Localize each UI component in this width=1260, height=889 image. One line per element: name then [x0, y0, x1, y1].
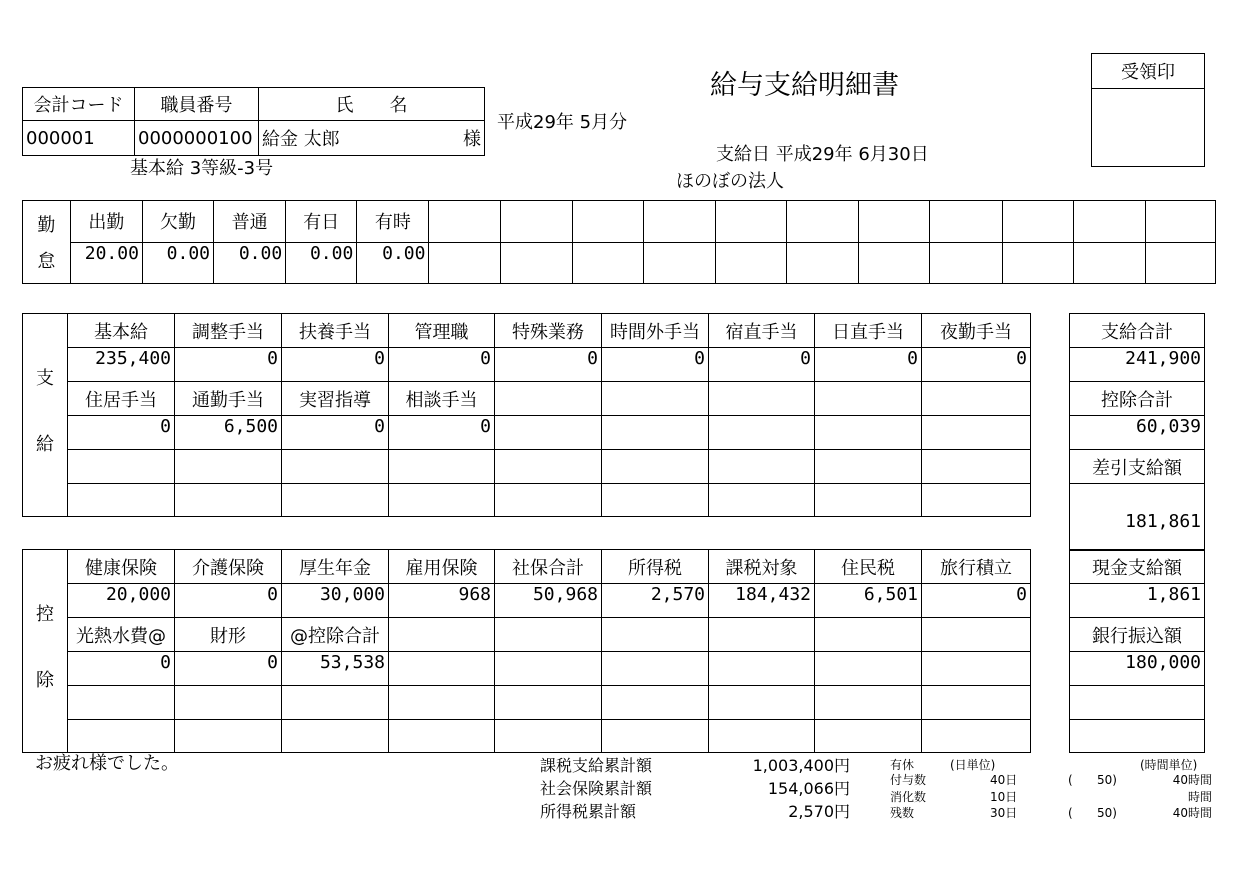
payment-value: 0 — [175, 348, 282, 382]
payment-header: 住居手当 — [68, 382, 175, 416]
payment-value: 0 — [922, 348, 1031, 382]
deduction-value: 20,000 — [68, 584, 175, 618]
deduction-value: 968 — [389, 584, 495, 618]
payday: 支給日 平成29年 6月30日 — [716, 144, 929, 165]
cumulative-label: 社会保険累計額 — [540, 779, 653, 798]
cash-pay-label: 現金支給額 — [1070, 550, 1205, 584]
deduction-total-label: 控除合計 — [1070, 382, 1205, 416]
pay-total-label: 支給合計 — [1070, 314, 1205, 348]
leave-row-hours: 40時間 — [1172, 773, 1212, 787]
payment-header: 管理職 — [389, 314, 495, 348]
deduction-total-value: 60,039 — [1070, 416, 1205, 450]
cumulative-row — [540, 804, 850, 827]
attendance-header: 有日 — [286, 201, 357, 243]
deduction-header: 介護保険 — [175, 550, 282, 584]
payments-side-label: 支 給 — [23, 314, 68, 517]
cumulative-label: 所得税累計額 — [540, 802, 637, 821]
totals-deductions-table — [1069, 549, 1205, 753]
employee-no-value: 0000000100 — [135, 121, 259, 156]
leave-row-hours: 40時間 — [1172, 806, 1212, 820]
deduction-value: 0 — [175, 652, 282, 686]
name-header: 氏 名 — [259, 88, 485, 121]
leave-row-paren-open: ( — [1068, 806, 1073, 820]
cumulative-row — [540, 758, 850, 781]
payment-header: 日直手当 — [815, 314, 922, 348]
closing-message: お疲れ様でした。 — [35, 753, 179, 774]
deduction-header: 財形 — [175, 618, 282, 652]
payment-header: 時間外手当 — [602, 314, 709, 348]
payments-table — [22, 313, 1031, 517]
attendance-side-label: 勤 怠 — [23, 201, 71, 284]
company-name: ほのぼの法人 — [676, 171, 784, 192]
employee-no-header: 職員番号 — [135, 88, 259, 121]
bank-transfer-value: 180,000 — [1070, 652, 1205, 686]
leave-row-paren-value: 50) — [1097, 773, 1117, 787]
payment-header: 相談手当 — [389, 382, 495, 416]
payment-value: 0 — [389, 416, 495, 450]
attendance-header: 普通 — [214, 201, 286, 243]
leave-row-paren-value: 50) — [1097, 806, 1117, 820]
leave-title: 有休 — [890, 758, 915, 772]
payment-value: 6,500 — [175, 416, 282, 450]
deduction-value: 184,432 — [709, 584, 815, 618]
attendance-value: 0.00 — [142, 242, 213, 284]
receipt-stamp-box — [1091, 53, 1205, 167]
honorific: 様 — [463, 129, 481, 150]
payment-value: 0 — [389, 348, 495, 382]
attendance-table — [22, 200, 1216, 284]
payment-value: 0 — [282, 348, 389, 382]
leave-row-label: 残数 — [890, 806, 915, 820]
deduction-header: 課税対象 — [709, 550, 815, 584]
payment-header: 実習指導 — [282, 382, 389, 416]
deduction-header: 厚生年金 — [282, 550, 389, 584]
leave-row-days: 10日 — [990, 790, 1018, 804]
deduction-value: 6,501 — [815, 584, 922, 618]
employee-header-table — [22, 87, 485, 156]
cumulative-value: 1,003,400円 — [752, 756, 850, 775]
payment-value: 0 — [495, 348, 602, 382]
net-pay-label: 差引支給額 — [1070, 450, 1205, 484]
cumulative-label: 課税支給累計額 — [540, 756, 653, 775]
payment-header: 特殊業務 — [495, 314, 602, 348]
attendance-header: 有時 — [357, 201, 429, 243]
payment-header: 夜勤手当 — [922, 314, 1031, 348]
base-salary-grade: 基本給 3等級-3号 — [130, 158, 274, 179]
deduction-header: 住民税 — [815, 550, 922, 584]
payment-value: 0 — [282, 416, 389, 450]
deduction-value: 0 — [922, 584, 1031, 618]
employee-name-cell — [259, 121, 485, 156]
deduction-value: 50,968 — [495, 584, 602, 618]
employee-name: 給金 太郎 — [262, 129, 340, 150]
receipt-stamp-label: 受領印 — [1092, 54, 1205, 89]
receipt-stamp-area — [1092, 89, 1205, 167]
cumulative-row — [540, 781, 850, 804]
leave-day-unit: (日単位) — [950, 758, 996, 772]
deduction-header: 所得税 — [602, 550, 709, 584]
payment-value: 0 — [709, 348, 815, 382]
deduction-value: 30,000 — [282, 584, 389, 618]
deduction-value: 2,570 — [602, 584, 709, 618]
deduction-value: 53,538 — [282, 652, 389, 686]
leave-row-days: 30日 — [990, 806, 1018, 820]
pay-total-value: 241,900 — [1070, 348, 1205, 382]
cumulative-value: 154,066円 — [767, 779, 850, 798]
payment-value: 0 — [602, 348, 709, 382]
leave-row-hours: 時間 — [1187, 790, 1212, 804]
deduction-value: 0 — [175, 584, 282, 618]
leave-row-days: 40日 — [990, 773, 1018, 787]
leave-row-label: 消化数 — [890, 790, 927, 804]
attendance-value: 20.00 — [70, 242, 142, 284]
payment-value: 0 — [815, 348, 922, 382]
totals-payments-table — [1069, 313, 1205, 551]
payment-header: 宿直手当 — [709, 314, 815, 348]
attendance-value: 0.00 — [357, 242, 429, 284]
payment-header: 通勤手当 — [175, 382, 282, 416]
deductions-side-label: 控 除 — [23, 550, 68, 753]
cumulative-value: 2,570円 — [788, 802, 850, 821]
deduction-header: 旅行積立 — [922, 550, 1031, 584]
payment-value: 0 — [68, 416, 175, 450]
account-code-header: 会計コード — [23, 88, 135, 121]
account-code-value: 000001 — [23, 121, 135, 156]
attendance-value: 0.00 — [286, 242, 357, 284]
pay-period: 平成29年 5月分 — [497, 112, 628, 133]
deduction-header: 雇用保険 — [389, 550, 495, 584]
deductions-table — [22, 549, 1031, 753]
deduction-header: 社保合計 — [495, 550, 602, 584]
leave-row-label: 付与数 — [890, 773, 927, 787]
deduction-header: 光熱水費@ — [68, 618, 175, 652]
payment-header: 調整手当 — [175, 314, 282, 348]
document-title: 給与支給明細書 — [710, 70, 899, 101]
attendance-value: 0.00 — [214, 242, 286, 284]
net-pay-value: 181,861 — [1070, 484, 1205, 551]
attendance-header: 欠勤 — [142, 201, 213, 243]
bank-transfer-label: 銀行振込額 — [1070, 618, 1205, 652]
deduction-header: 健康保険 — [68, 550, 175, 584]
leave-hour-unit: (時間単位) — [1140, 758, 1198, 772]
deduction-header: @控除合計 — [282, 618, 389, 652]
cumulative-block — [540, 758, 850, 827]
leave-row-paren-open: ( — [1068, 773, 1073, 787]
payment-header: 基本給 — [68, 314, 175, 348]
cash-pay-value: 1,861 — [1070, 584, 1205, 618]
payment-header: 扶養手当 — [282, 314, 389, 348]
payment-value: 235,400 — [68, 348, 175, 382]
deduction-value: 0 — [68, 652, 175, 686]
attendance-header: 出勤 — [70, 201, 142, 243]
